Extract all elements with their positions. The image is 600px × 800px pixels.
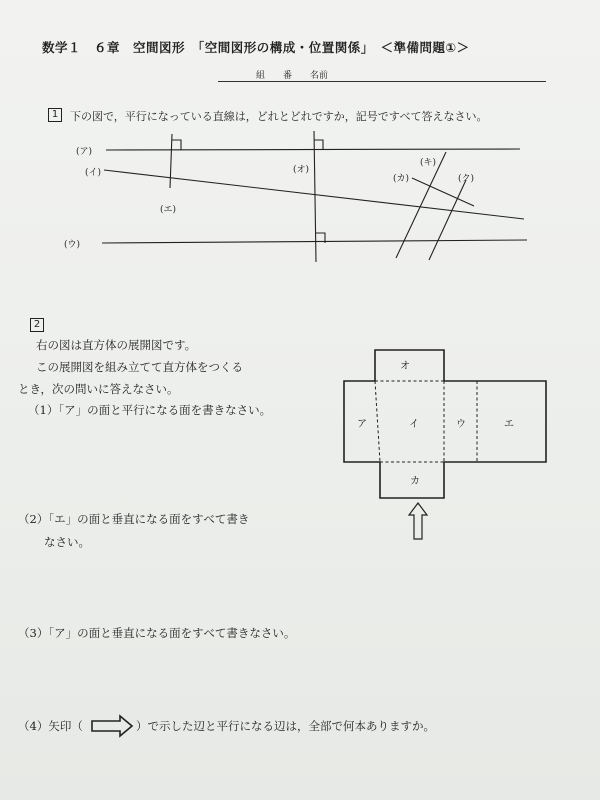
up-arrow-icon	[409, 503, 427, 539]
name-field-label: 組 番 名前	[256, 71, 329, 81]
question-2-intro-1: 右の図は直方体の展開図です。	[36, 338, 197, 352]
net-face-e: エ	[504, 419, 514, 430]
question-2-sub-4-suffix: ）で示した辺と平行になる辺は，全部で何本ありますか。	[136, 719, 435, 733]
net-face-ka: カ	[410, 476, 420, 487]
net-outline	[344, 350, 546, 498]
label-u: (ウ)	[64, 240, 81, 250]
label-a: (ア)	[76, 147, 93, 157]
label-o: (オ)	[293, 165, 310, 175]
net-face-u: ウ	[456, 419, 466, 430]
net-face-a: ア	[357, 419, 367, 430]
question-1-number-box: 1	[48, 108, 62, 122]
label-i: (イ)	[85, 168, 102, 178]
question-2-intro-3: とき，次の問いに答えなさい。	[18, 382, 179, 396]
question-2-sub-3: （3）「ア」の面と垂直になる面をすべて書きなさい。	[18, 626, 296, 640]
line-a	[106, 149, 520, 150]
line-e	[170, 134, 172, 188]
line-ku	[429, 180, 466, 260]
question-2-sub-2-line-2: なさい。	[44, 535, 90, 549]
question-2-intro-2: この展開図を組み立てて直方体をつくる	[36, 360, 243, 374]
line-u	[102, 240, 527, 243]
label-ku: (ク)	[458, 174, 475, 184]
right-angle-mark-e	[172, 140, 181, 150]
right-arrow-icon	[92, 716, 132, 736]
question-2-sub-4-prefix: （4）矢印（	[18, 719, 83, 733]
label-ki: (キ)	[420, 158, 437, 168]
page-title: 数学１ ６章 空間図形 「空間図形の構成・位置関係」 ＜準備問題①＞	[42, 40, 470, 55]
line-o	[314, 131, 316, 262]
question-2-sub-2-line-1: （2）「エ」の面と垂直になる面をすべて書き	[18, 512, 250, 526]
label-ka: (カ)	[393, 174, 410, 184]
right-angle-mark-o-top	[314, 140, 323, 150]
prism-net	[344, 350, 546, 498]
net-face-i: イ	[409, 419, 419, 430]
question-2-number-box: 2	[30, 318, 44, 332]
question-1-text: 下の図で，平行になっている直線は，どれとどれですか，記号ですべて答えなさい。	[70, 110, 488, 123]
label-e: (エ)	[160, 205, 177, 215]
question-2-sub-1: （1）「ア」の面と平行になる面を書きなさい。	[28, 403, 272, 417]
net-face-o: オ	[400, 361, 410, 372]
